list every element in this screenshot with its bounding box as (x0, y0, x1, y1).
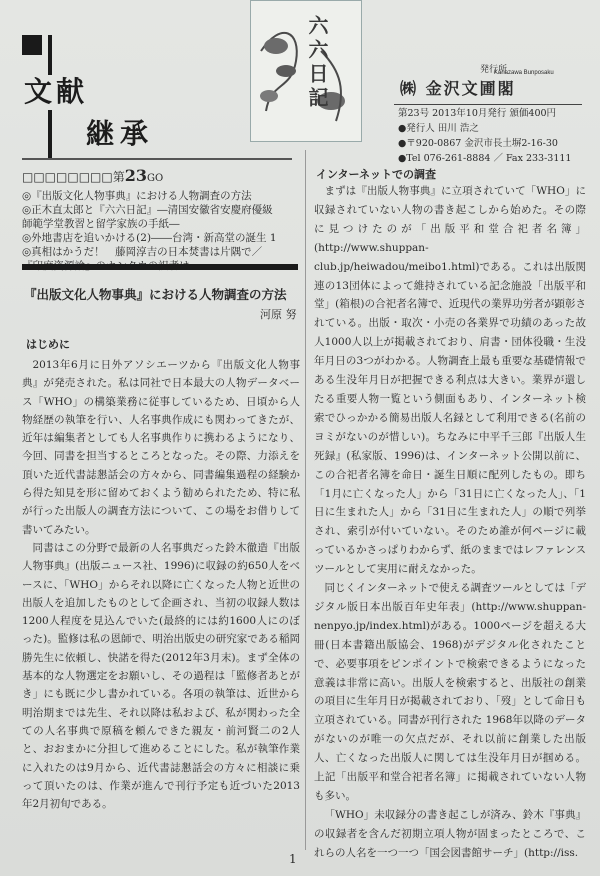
address-line: ●〒920-0867 金沢市長土塀2-16-30 (398, 138, 558, 149)
toc-item: ◎正木直太郎と『六六日記』―清国安徽省安慶府優級 (22, 204, 273, 216)
masthead-title-bunken: 文献 (24, 75, 89, 108)
masthead-rule (22, 158, 292, 160)
paragraph: まずは『出版人物事典』に立項されていて「WHO」に収録されていない人物の書き起こしから始めた。その際に見つけたのが「出版平和堂合祀者名簿」(http://www.shuppan-club.jp/heiwadou/meibo1.html)である。これは出版関連の13団体によって維持されている記念施設「出版平和堂」(箱根)の合祀者名簿で、近現代の業界功労者が顕彰されている。出版・取次・小売の各業界で功績のあった故人1000人以上が掲載されており、肩書・団体役職・生没年月日の3つがわかる。人物調査上最も重要な基礎情報である生没年月日が把握できる利点は大きい。業界が還したる重要人物一覧という側面もあり、インターネット検索でひっかかる簡易出版人名録として利用できる(名前のヨミがないのが惜しい)。ちなみに中平千三郎『出版人生死録』(私家版、1996)は、インターネット公開以前に、この合祀者名簿を命日・誕生日順に配列したもの。即ち「1月に亡くなった人」から「31日に亡くなった人」、「1日に生まれた人」から「31日に生まれた人」の順で列挙され、索引が付いていない。そのため誰が何ページに載っているかさっぱりわからず、紙のままではレファレンスツールとして実用に耐えなかった。 (314, 185, 586, 576)
toc-suffix: GO (146, 173, 164, 184)
article-title: 『出版文化人物事典』における人物調査の方法 (24, 287, 287, 302)
issue-line: 第23号 2013年10月発行 頒価400円 (398, 108, 557, 119)
publisher-name: ㈱ 金沢文圃閣 (400, 79, 516, 98)
publisher-name-english: Kanazawa Bunposaku (494, 70, 554, 76)
toc-heading (22, 166, 163, 185)
article-author: 河原 努 (260, 308, 297, 321)
paragraph: 同書はこの分野で最新の人名事典だった鈴木徹造『出版人物事典』(出版ニュース社、1996)に収録の約650人をベースに、「WHO」からそれ以降に亡くなった人物と近世の出版人を追加したものとして企画され、当初の収録人数は 1200人程度を見込んでいた(最終的には約1600人にのぼった)。監修は私の恩師で、明治出版史の研究家である稲岡勝先生に依頼し、快諾を得た(2012年3月末)。まず全体の基本的な人物選定をお願いし、その過程は「監修者あとがき」にも既に少し書かれている。各項の執筆は、近世から明治期までは先生、それ以降は私および、私が関わった全ての人名事典で原稿を頼んできた親友・前河賢二の2人と、おおまかに分担して進めることにした。私が執筆作業に入れたのは9月から、近代書誌懇話会の方々に相談に乗って頂いたのは、作業が進んで刊行予定も近づいた2013年2月初旬である。 (22, 541, 300, 811)
contact-line: ●Tel 076-261-8884 ／ Fax 233-3111 (398, 153, 572, 164)
paragraph: 2013年6月に日外アソシエーツから『出版文化人物事典』が発売された。私は同社で日本最大の人物データベース「WHO」の構築業務に従事しているため、日頃から人物経歴の執筆を行い、人名事典作成にも関わってきたが、近年は編集者としても人名事典作りに携わるようになり、今回、同書を担当するところとなった。その際、力添えを頂いた近代書誌懇話会の方々から、同書編集過程の経験から得た知見を形に留めておくよう勧められたため、特に私が行った出版人の調査方法について、この場をお借りして書いてみたい。 (22, 359, 300, 536)
book-cover-title: 六六日記 (305, 15, 329, 111)
issue-info (398, 106, 588, 166)
toc-item: ◎真相はかうだ！ 藤岡淳吉の日本焚書は片隅で／ (22, 246, 263, 258)
section-heading-internet: インターネットでの調査 (316, 168, 437, 181)
article-body-right (314, 182, 586, 863)
issue-number: 23 (124, 166, 147, 185)
page-number: 1 (289, 852, 297, 866)
toc-prefix: □□□□□□□□第 (22, 170, 125, 184)
masthead-title-keishou: 継承 (86, 117, 155, 150)
decorative-square (22, 35, 42, 55)
decorative-bar (48, 110, 52, 158)
book-cover-image (250, 0, 362, 142)
toc-rule (22, 264, 298, 270)
toc-item: 師範学堂教習と留学家族の手紙― (22, 218, 180, 230)
toc-list (22, 190, 298, 274)
publisher-person-line: ●発行人 田川 浩之 (398, 123, 479, 134)
publisher-label: 発行所 (480, 65, 508, 75)
decorative-bar (48, 35, 52, 75)
section-heading-intro: はじめに (26, 338, 70, 351)
paragraph: 同じくインターネットで使える調査ツールとしては「デジタル版日本出版百年史年表」(http://www.shuppan-nenpyo.jp/index.html)がある。1000ページを超える大冊(日本書籍出版協会、1968)がデジタル化されたことで、必要事項をピンポイントで検索できるようになった意義は非常に高い。出版人を検索すると、出版社の創業の項目に生年月日が掲載されており、「歿」として命日も立項されている。同書が刊行された 1968年以降のデータがないのが唯一の欠点だが、それ以前に創業した出版人、亡くなった出版人に関しては生没年月日が掴める。上記「出版平和堂合祀者名簿」に掲載されていない人物も多い。 (314, 582, 586, 802)
column-divider (305, 150, 306, 850)
toc-item: ◎『出版文化人物事典』における人物調査の方法 (22, 190, 252, 202)
article-body-left (22, 356, 300, 813)
publisher-rule (394, 104, 582, 105)
toc-item: ◎外地書店を追いかける(2)――台湾・新高堂の誕生 1 (22, 232, 277, 244)
publisher-block (394, 60, 578, 105)
paragraph: 「WHO」未収録分の書き起こしが済み、鈴木『事典』の収録者を含んだ初期立項人物が固まったところで、これらの人名を一つ一つ「国会図書館サーチ」(http://iss. (314, 808, 586, 859)
